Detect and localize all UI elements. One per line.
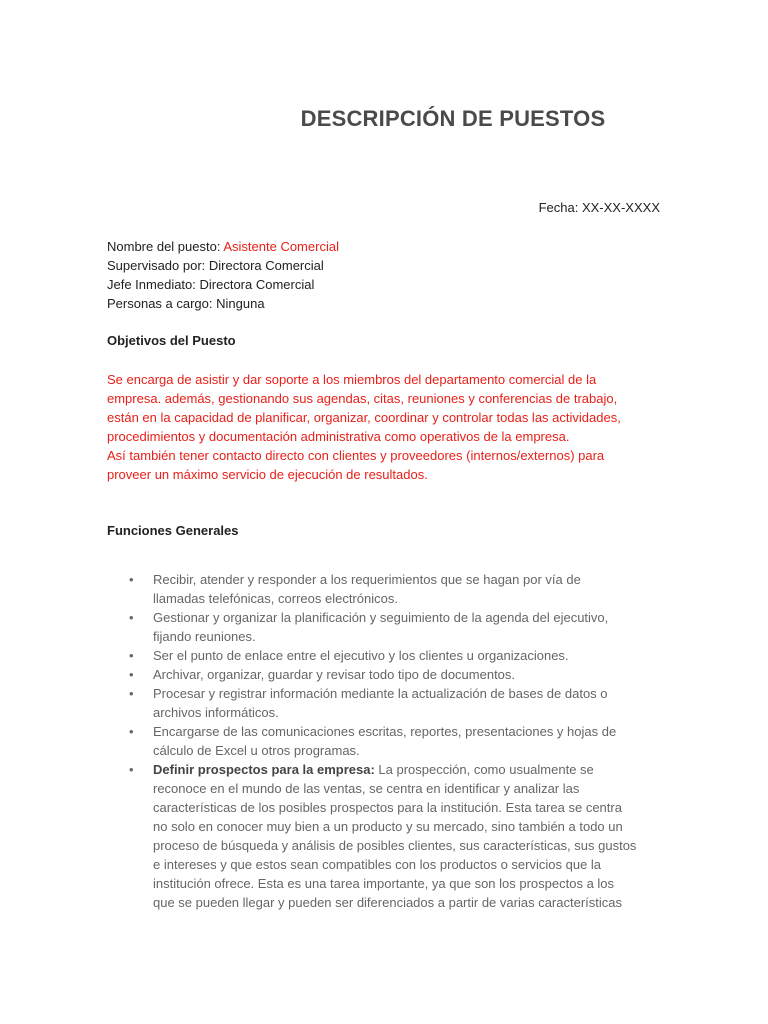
- objectives-line: Así también tener contacto directo con clientes y proveedores (internos/externos) para: [107, 448, 605, 463]
- people-in-charge: Personas a cargo: Ninguna: [107, 296, 265, 311]
- list-item-line: características de los posibles prospectos para la institución. Esta tarea se centra: [153, 800, 622, 815]
- list-item-line: fijando reuniones.: [153, 629, 256, 644]
- objectives-line: empresa. además, gestionando sus agendas, citas, reuniones y conferencias de trabajo,: [107, 391, 618, 406]
- supervised-by: Supervisado por: Directora Comercial: [107, 258, 324, 273]
- list-item-line: Gestionar y organizar la planificación y seguimiento de la agenda del ejecutivo,: [153, 610, 609, 625]
- bullet-icon: •: [129, 572, 134, 587]
- list-item-line: no solo en conocer muy bien a un producto y su mercado, sino también a todo un: [153, 819, 623, 834]
- list-item: [107, 760, 667, 912]
- bullet-icon: •: [129, 610, 134, 625]
- list-item: [107, 608, 667, 646]
- bullet-icon: •: [129, 648, 134, 663]
- objectives-line: procedimientos y documentación administrativa como operativos de la empresa.: [107, 429, 570, 444]
- bullet-icon: •: [129, 762, 134, 777]
- list-item: [107, 684, 667, 722]
- list-item-line: [153, 760, 667, 779]
- list-item-line: Recibir, atender y responder a los requerimientos que se hagan por vía de: [153, 572, 581, 587]
- list-item-line: que se pueden llegar y pueden ser diferenciados a partir de varias características: [153, 895, 622, 910]
- list-item-lead-rest: La prospección, como usualmente se: [374, 762, 594, 777]
- immediate-boss: Jefe Inmediato: Directora Comercial: [107, 277, 315, 292]
- list-item-line: Procesar y registrar información mediante la actualización de bases de datos o: [153, 686, 608, 701]
- list-item-line: institución ofrece. Esta es una tarea importante, ya que son los prospectos a los: [153, 876, 615, 891]
- list-item-line: proceso de búsqueda y análisis de posibles clientes, sus características, sus gustos: [153, 838, 637, 853]
- bullet-icon: •: [129, 667, 134, 682]
- list-item-line: Archivar, organizar, guardar y revisar todo tipo de documentos.: [153, 667, 516, 682]
- job-name-row: [107, 237, 339, 256]
- list-item-line: cálculo de Excel u otros programas.: [153, 743, 360, 758]
- list-item-line: llamadas telefónicas, correos electrónicos.: [153, 591, 398, 606]
- list-item: [107, 722, 667, 760]
- list-item: [107, 646, 667, 665]
- objectives-line: están en la capacidad de planificar, organizar, coordinar y controlar todas las actividades,: [107, 410, 621, 425]
- bullet-icon: •: [129, 724, 134, 739]
- list-item-bold-lead: Definir prospectos para la empresa:: [153, 762, 375, 777]
- list-item-line: archivos informáticos.: [153, 705, 279, 720]
- objectives-line: proveer un máximo servicio de ejecución de resultados.: [107, 467, 428, 482]
- list-item-line: Encargarse de las comunicaciones escritas, reportes, presentaciones y hojas de: [153, 724, 617, 739]
- objectives-heading: Objetivos del Puesto: [107, 333, 236, 348]
- functions-heading: Funciones Generales: [107, 523, 239, 538]
- date-field: Fecha: XX-XX-XXXX: [538, 200, 660, 215]
- list-item-line: Ser el punto de enlace entre el ejecutivo y los clientes u organizaciones.: [153, 648, 569, 663]
- functions-list: [107, 570, 667, 912]
- bullet-icon: •: [129, 686, 134, 701]
- list-item: [107, 570, 667, 608]
- objectives-text: [107, 370, 667, 484]
- job-info: [107, 237, 339, 313]
- job-name-value: Asistente Comercial: [223, 239, 339, 254]
- list-item-line: reconoce en el mundo de las ventas, se centra en identificar y analizar las: [153, 781, 580, 796]
- page-title: DESCRIPCIÓN DE PUESTOS: [300, 106, 606, 131]
- list-item-line: e intereses y que estos sean compatibles con los productos o servicios que la: [153, 857, 602, 872]
- job-name-label: Nombre del puesto:: [107, 239, 224, 254]
- list-item: [107, 665, 667, 684]
- objectives-line: Se encarga de asistir y dar soporte a los miembros del departamento comercial de la: [107, 372, 597, 387]
